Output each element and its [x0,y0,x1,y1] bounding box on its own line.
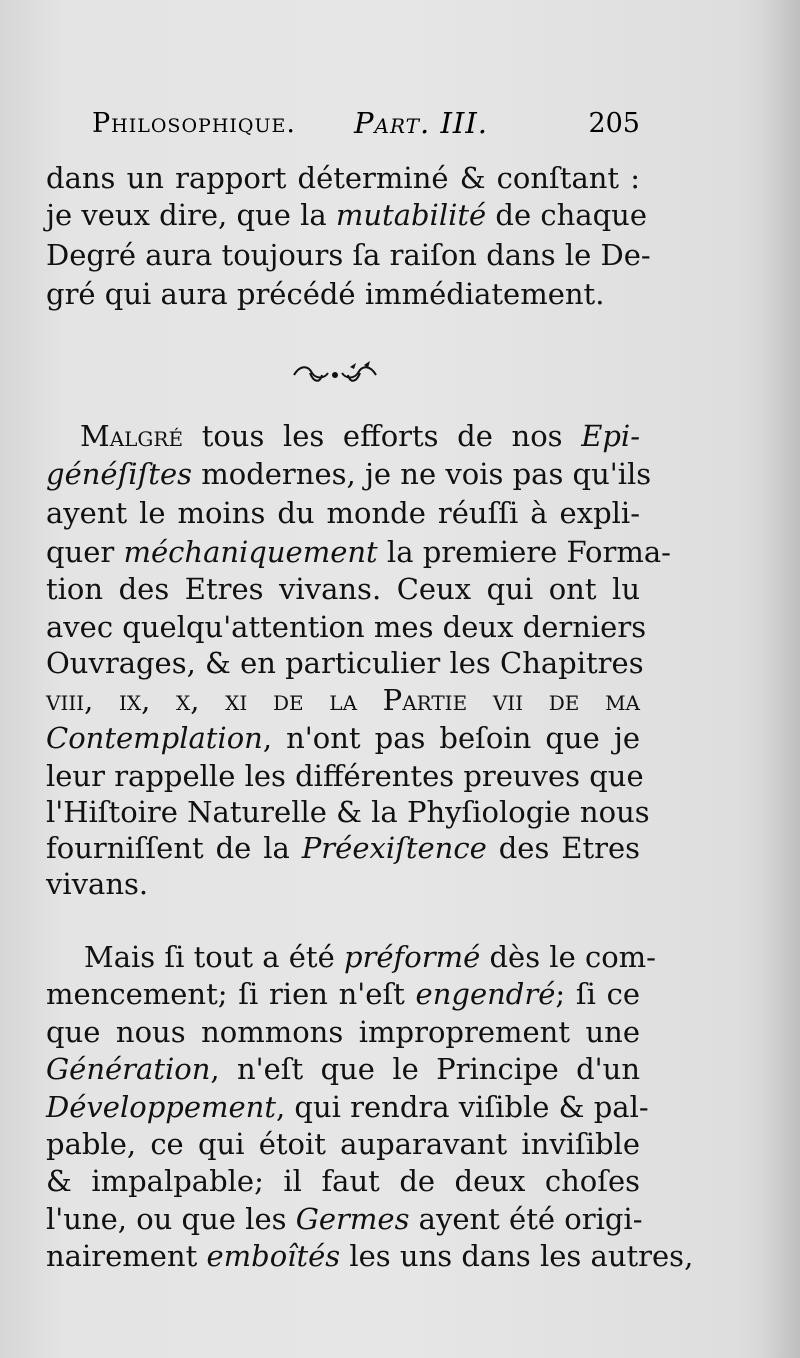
printers-ornament-icon [290,361,380,385]
page-edge-shadow [760,0,800,1358]
text-line: tion des Etres vivans. Ceux qui ont lu [46,572,640,606]
text-line: Génération, n'eſt que le Principe d'un [46,1052,640,1086]
running-head [92,106,640,146]
text-line: nairement emboîtés les uns dans les autres, [46,1239,694,1273]
text-line: & impalpable; il faut de deux choſes [46,1164,640,1198]
text-line: je veux dire, que la mutabilité de chaque [46,198,647,232]
text-line: leur rappelle les différentes preuves que [46,759,644,793]
page-number: 205 [588,108,640,139]
text-line: l'Hiſtoire Naturelle & la Phyſiologie nous [46,795,650,829]
text-line: Degré aura toujours ſa raiſon dans le De- [46,238,651,272]
text-line: quer méchaniquement la premiere Forma- [46,535,671,569]
text-line: gré qui aura précédé immédiatement. [46,277,605,311]
text-line: Développement, qui rendra viſible & pal- [46,1090,649,1124]
running-head-part: Part. III. [354,106,489,140]
text-line: mencement; ſi rien n'eſt engendré; ſi ce [46,977,640,1011]
running-head-title: Philosophique. [92,108,296,139]
text-line: Malgré tous les efforts de nos Epi- [80,419,640,453]
text-line: Contemplation, n'ont pas beſoin que je [46,721,640,755]
text-line: l'une, ou que les Germes ayent été origi- [46,1202,643,1236]
text-line: Ouvrages, & en particulier les Chapitres [46,646,644,680]
text-line: viii, ix, x, xi de la Partie vii de ma [46,683,640,717]
text-line: vivans. [46,867,149,901]
text-line: fourniſſent de la Préexiſtence des Etres [46,831,641,865]
text-line: dans un rapport déterminé & conſtant : [46,161,640,195]
text-line: généſiſtes modernes, je ne vois pas qu'ils [46,457,652,491]
text-line: Mais ſi tout a été préformé dès le com- [84,940,656,974]
text-line: que nous nommons improprement une [46,1015,640,1049]
text-line: ayent le moins du monde réuſſi à expli- [46,496,640,530]
text-line: avec quelqu'attention mes deux derniers [46,610,647,644]
text-line: pable, ce qui étoit auparavant inviſible [46,1127,640,1161]
